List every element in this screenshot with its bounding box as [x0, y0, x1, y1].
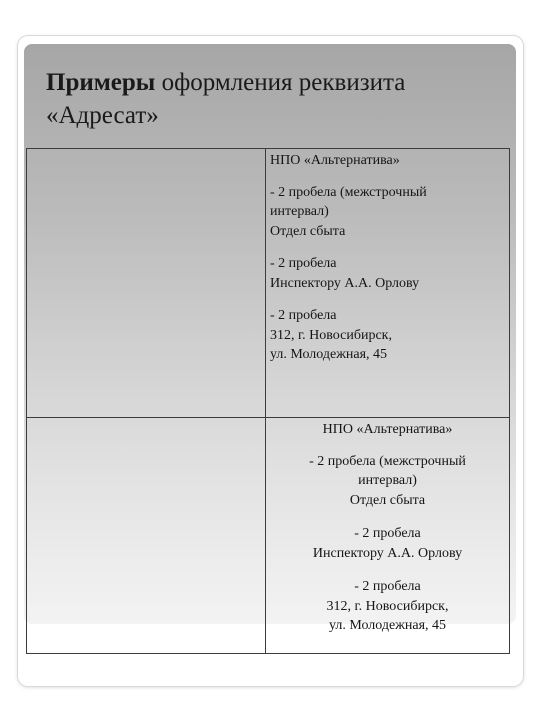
- spacing-note: - 2 пробела: [354, 579, 421, 594]
- department: Отдел сбыта: [349, 492, 426, 508]
- slide-title: [46, 66, 486, 132]
- spacing-note: интервал): [358, 473, 417, 488]
- spacing-note: - 2 пробела: [270, 256, 337, 271]
- address-line: ул. Молодежная, 45: [328, 618, 447, 633]
- address-line: 312, г. Новосибирск,: [270, 327, 392, 343]
- empty-cell: [27, 418, 266, 654]
- spacing-note: - 2 пробела (межстрочный: [309, 453, 466, 469]
- address-line: 312, г. Новосибирск,: [326, 598, 449, 614]
- empty-cell: [27, 149, 266, 418]
- spacing-note: - 2 пробела: [354, 526, 421, 541]
- slide-title-rest: оформления реквизита: [155, 69, 406, 96]
- slide-title-line2: «Адресат»: [46, 102, 159, 129]
- slide-title-bold: Примеры: [46, 69, 156, 96]
- addressee-examples-table: [26, 148, 510, 654]
- recipient: Инспектору А.А. Орлову: [270, 275, 420, 291]
- table-row: [27, 418, 510, 654]
- company-name: НПО «Альтернатива»: [270, 153, 400, 168]
- recipient: Инспектору А.А. Орлову: [312, 545, 463, 561]
- table-row: [27, 149, 510, 418]
- example-centered: [266, 418, 510, 654]
- spacing-note: - 2 пробела (межстрочный интервал): [270, 184, 427, 219]
- department: Отдел сбыта: [270, 223, 346, 239]
- example-left-aligned: [266, 149, 510, 418]
- address-line: ул. Молодежная, 45: [270, 347, 388, 362]
- spacing-note: - 2 пробела: [270, 308, 337, 323]
- company-name: НПО «Альтернатива»: [322, 422, 453, 437]
